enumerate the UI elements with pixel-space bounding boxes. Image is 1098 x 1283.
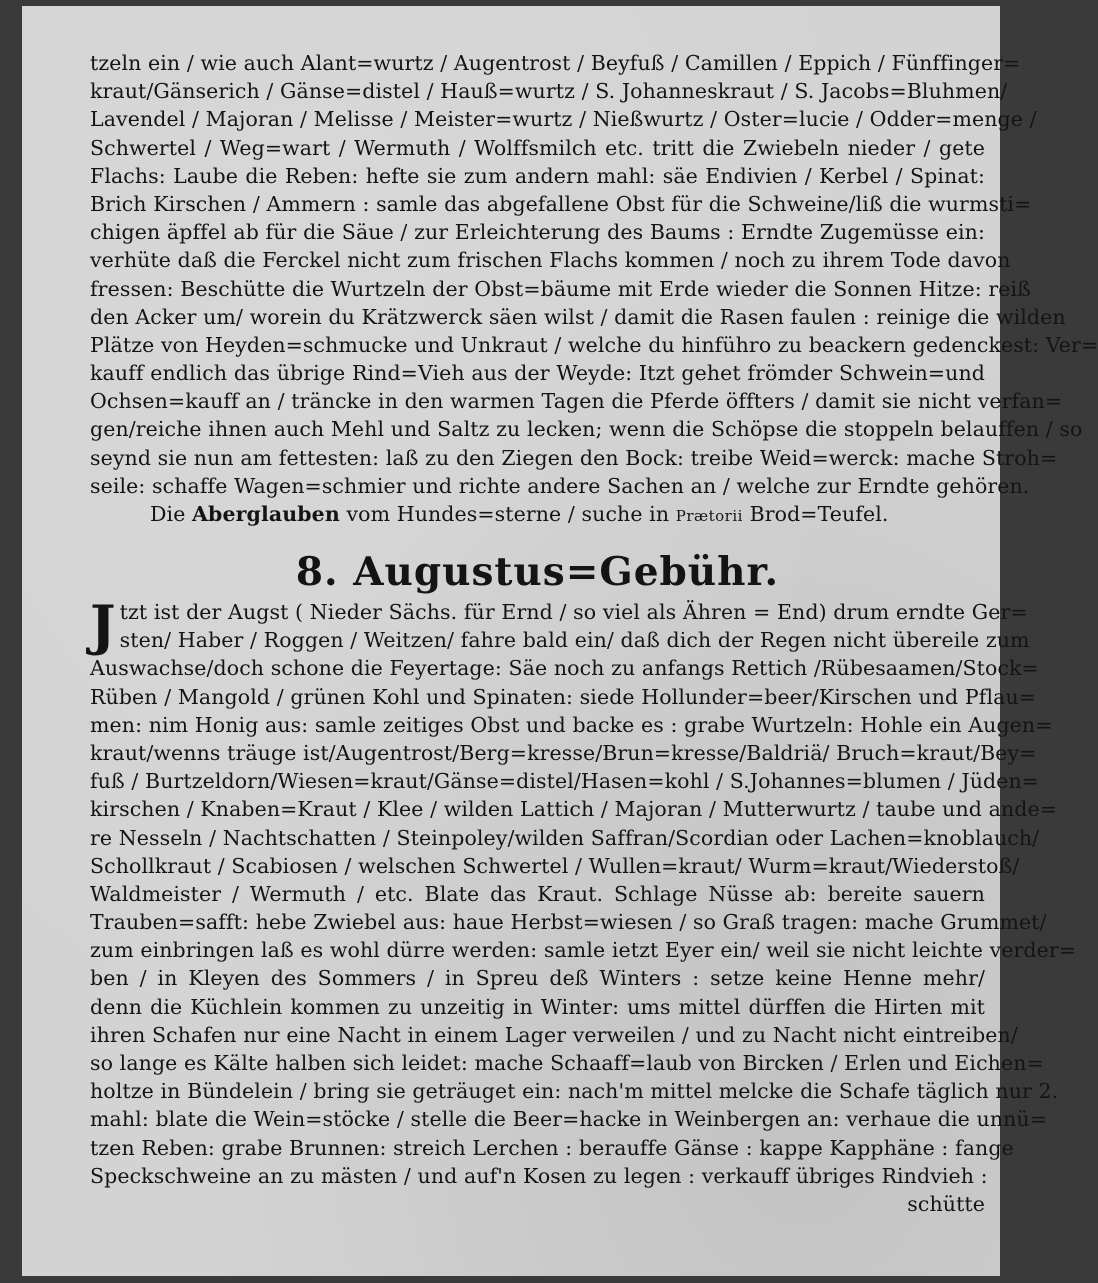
text-line: mahl: blate die Wein=stöcke / stelle die Beer=hacke in Weinbergen an: verhaue die unnü= — [90, 1107, 1048, 1132]
text-line: Brich Kirschen / Ammern : samle das abgefallene Obst für die Schweine/liß die wurmsti= — [90, 191, 1032, 216]
text-line: kraut/wenns träuge ist/Augentrost/Berg=kresse/Brun=kresse/Baldriä/ Bruch=kraut/Bey= — [90, 740, 1037, 765]
text-line: holtze in Bündelein / bring sie geträuget ein: nach'm mittel melcke die Schafe täglich nur 2. — [90, 1079, 1059, 1104]
text-line: seynd sie nun am fettesten: laß zu den Ziegen den Bock: treibe Weid=werck: mache Stroh= — [90, 445, 1058, 470]
note-pre: Die — [150, 502, 193, 526]
text-line: zum einbringen laß es wohl dürre werden: samle ietzt Eyer ein/ weil sie nicht leichte verder= — [90, 938, 1077, 963]
text-line: tzeln ein / wie auch Alant=wurtz / Augentrost / Beyfuß / Camillen / Eppich / Fünffinger= — [90, 51, 1021, 75]
text-line: ben / in Kleyen des Sommers / in Spreu deß Winters : setze keine Henne mehr/ — [90, 966, 985, 991]
text-line: re Nesseln / Nachtschatten / Steinpoley/wilden Saffran/Scordian oder Lachen=knoblauch/ — [90, 825, 1040, 850]
text-line: Schwertel / Weg=wart / Wermuth / Wolffsmilch etc. tritt die Zwiebeln nieder / gete — [90, 135, 985, 160]
text-line: verhüte daß die Ferckel nicht zum frischen Flachs kommen / noch zu ihrem Tode davon — [90, 248, 1011, 273]
section-heading: 8. Augustus=Gebühr. — [295, 549, 780, 595]
text-line: Waldmeister / Wermuth / etc. Blate das Kraut. Schlage Nüsse ab: bereite sauern — [90, 881, 985, 906]
text-line: sten/ Haber / Roggen / Weitzen/ fahre bald ein/ daß dich der Regen nicht übereile zum — [119, 628, 1030, 653]
note-mid: vom Hundes=sterne / suche in — [339, 502, 676, 526]
text-line: men: nim Honig aus: samle zeitiges Obst und backe es : grabe Wurtzeln: Hohle ein Augen= — [90, 712, 1053, 737]
text-line: ihren Schafen nur eine Nacht in einem Lager verweilen / und zu Nacht nicht eintreiben/ — [90, 1022, 1018, 1047]
note-post: Brod=Teufel. — [742, 502, 889, 526]
text-line: Ochsen=kauff an / träncke in den warmen Tagen die Pferde öffters / damit sie nicht verfan= — [90, 389, 1063, 414]
text-line: tzt ist der Augst ( Nieder Sächs. für Ernd / so viel als Ähren = End) drum erndte Ger= — [119, 600, 1028, 624]
text-line: gen/reiche ihnen auch Mehl und Saltz zu lecken; wenn die Schöpse die stoppeln belauffen / so — [90, 417, 1083, 442]
text-block-august — [90, 593, 1077, 1218]
text-line: fressen: Beschütte die Wurtzeln der Obst=bäume mit Erde wieder die Sonnen Hitze: reiß — [90, 276, 1031, 301]
text-line: kirschen / Knaben=Kraut / Klee / wilden Lattich / Majoran / Mutterwurtz / taube und ande= — [90, 797, 1057, 822]
catchword: schütte — [907, 1191, 985, 1216]
text-line: fuß / Burtzeldorn/Wiesen=kraut/Gänse=distel/Hasen=kohl / S.Johannes=blumen / Jüden= — [90, 769, 1040, 794]
text-line: Schollkraut / Scabiosen / welschen Schwertel / Wullen=kraut/ Wurm=kraut/Wiederstoß/ — [90, 853, 1020, 878]
text-line: denn die Küchlein kommen zu unzeitig in Winter: ums mittel dürffen die Hirten mit — [90, 994, 985, 1019]
text-line: kraut/Gänserich / Gänse=distel / Hauß=wurtz / S. Johanneskraut / S. Jacobs=Bluhmen/ — [90, 79, 1008, 104]
text-line: Flachs: Laube die Reben: hefte sie zum andern mahl: säe Endivien / Kerbel / Spinat: — [90, 163, 985, 188]
text-line: Plätze von Heyden=schmucke und Unkraut / welche du hinführo zu beackern gedenckest: Ver= — [90, 332, 1098, 357]
text-line: Auswachse/doch schone die Feyertage: Säe noch zu anfangs Rettich /Rübesaamen/Stock= — [90, 656, 1039, 681]
text-block-top — [90, 49, 1098, 528]
note-bold: Aberglauben — [192, 502, 340, 526]
text-line: seile: schaffe Wagen=schmier und richte andere Sachen an / welche zur Erndte gehören. — [90, 473, 1030, 498]
text-line: Lavendel / Majoran / Melisse / Meister=wurtz / Nießwurtz / Oster=lucie / Odder=menge / — [90, 107, 1037, 132]
text-line: Rüben / Mangold / grünen Kohl und Spinaten: siede Hollunder=beer/Kirschen und Pflau= — [90, 684, 1037, 709]
book-page — [22, 6, 1098, 1276]
note-small: Prætorii — [675, 507, 743, 525]
text-line: Speckschweine an zu mästen / und auf'n Kosen zu legen : verkauff übriges Rindvieh : — [90, 1163, 988, 1188]
drop-cap: J — [90, 593, 116, 657]
text-line: chigen äpffel ab für die Säue / zur Erleichterung des Baums : Erndte Zugemüsse ein: — [90, 220, 985, 245]
text-line: so lange es Kälte halben sich leidet: mache Schaaff=laub von Bircken / Erlen und Eichen= — [90, 1051, 1044, 1075]
text-line: tzen Reben: grabe Brunnen: streich Lerchen : berauffe Gänse : kappe Kapphäne : fange — [90, 1135, 1014, 1160]
text-line: kauff endlich das übrige Rind=Vieh aus der Weyde: Itzt gehet frömder Schwein=und — [90, 361, 985, 386]
superstition-note — [90, 500, 985, 528]
text-line: den Acker um/ worein du Krätzwerck säen wilst / damit die Rasen faulen : reinige die wilden — [90, 304, 1066, 329]
text-line: Trauben=safft: hebe Zwiebel aus: haue Herbst=wiesen / so Graß tragen: mache Grummet/ — [90, 910, 1047, 935]
